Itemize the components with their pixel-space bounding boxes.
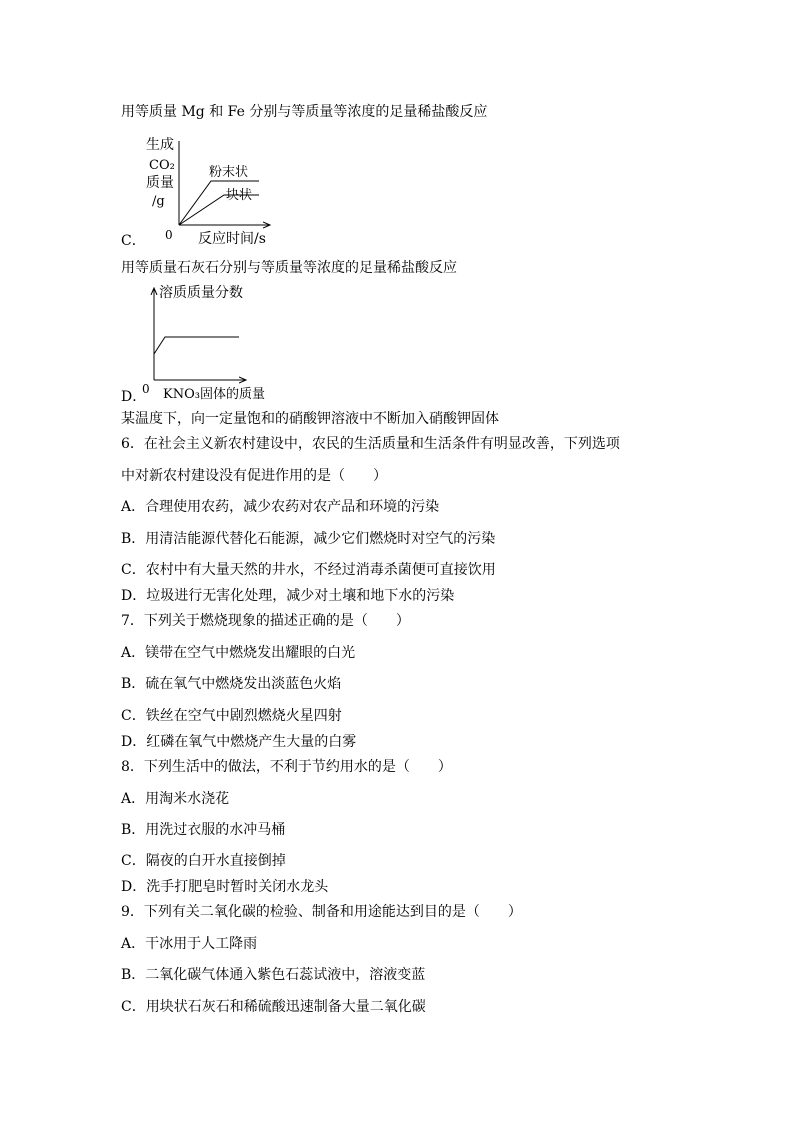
figure-d-graph — [118, 282, 318, 402]
y-axis-label-2: CO₂ — [149, 158, 175, 173]
origin-label: 0 — [142, 382, 150, 396]
figure-c-graph — [118, 133, 318, 248]
question-8-option-a: A．用淘米水浇花 — [121, 791, 230, 807]
question-6-option-c: C．农村中有大量天然的井水，不经过消毒杀菌便可直接饮用 — [121, 562, 496, 578]
question-6-option-a: A．合理使用农药，减少农药对农产品和环境的污染 — [121, 499, 440, 515]
question-8-option-c: C．隔夜的白开水直接倒掉 — [121, 853, 286, 869]
question-7-option-d: D．红磷在氧气中燃烧产生大量的白雾 — [121, 734, 357, 750]
question-8-option-d: D．洗手打肥皂时暂时关闭水龙头 — [121, 879, 329, 895]
question-7-option-c: C．铁丝在空气中剧烈燃烧火星四射 — [121, 708, 342, 724]
origin-label: 0 — [165, 228, 173, 242]
y-axis-label-1: 生成 — [146, 137, 174, 153]
question-8-option-b: B．用洗过衣服的水冲马桶 — [121, 822, 286, 838]
question-7-option-b: B．硫在氧气中燃烧发出淡蓝色火焰 — [121, 676, 342, 692]
question-6-option-b: B．用清洁能源代替化石能源，减少它们燃烧时对空气的污染 — [121, 531, 496, 547]
question-6-stem-1: 6．在社会主义新农村建设中，农民的生活质量和生活条件有明显改善，下列选项 — [121, 436, 620, 452]
question-6-stem-2: 中对新农村建设没有促进作用的是（ ） — [121, 468, 387, 484]
question-9-option-c: C．用块状石灰石和稀硫酸迅速制备大量二氧化碳 — [121, 999, 426, 1015]
question-7-option-a: A．镁带在空气中燃烧发出耀眼的白光 — [121, 645, 356, 661]
y-axis-label-4: /g — [152, 194, 165, 209]
mass-fraction-line — [154, 337, 239, 354]
y-axis-label-3: 质量 — [146, 175, 174, 191]
x-axis-label: 反应时间/s — [198, 231, 266, 247]
question-9-stem: 9．下列有关二氧化碳的检验、制备和用途能达到目的是（ ） — [121, 904, 522, 920]
question-9-option-b: B．二氧化碳气体通入紫色石蕊试液中，溶液变蓝 — [121, 967, 426, 983]
lump-label: 块状 — [226, 188, 253, 203]
powder-label: 粉末状 — [209, 165, 249, 180]
figure-c-caption: 用等质量 Mg 和 Fe 分别与等质量等浓度的足量稀盐酸反应 — [121, 104, 488, 120]
figure-d-note: 某温度下，向一定量饱和的硝酸钾溶液中不断加入硝酸钾固体 — [121, 411, 499, 427]
question-8-stem: 8．下列生活中的做法，不利于节约用水的是（ ） — [121, 759, 452, 775]
option-c-letter: C． — [121, 233, 146, 249]
question-9-option-a: A．干冰用于人工降雨 — [121, 936, 258, 952]
option-d-letter: D． — [121, 389, 147, 405]
x-axis-label: KNO₃固体的质量 — [163, 387, 265, 402]
question-7-stem: 7．下列关于燃烧现象的描述正确的是（ ） — [121, 613, 410, 629]
question-6-option-d: D．垃圾进行无害化处理，减少对土壤和地下水的污染 — [121, 588, 455, 604]
y-axis-label: 溶质质量分数 — [159, 285, 243, 301]
figure-d-caption: 用等质量石灰石分别与等质量等浓度的足量稀盐酸反应 — [121, 260, 457, 276]
